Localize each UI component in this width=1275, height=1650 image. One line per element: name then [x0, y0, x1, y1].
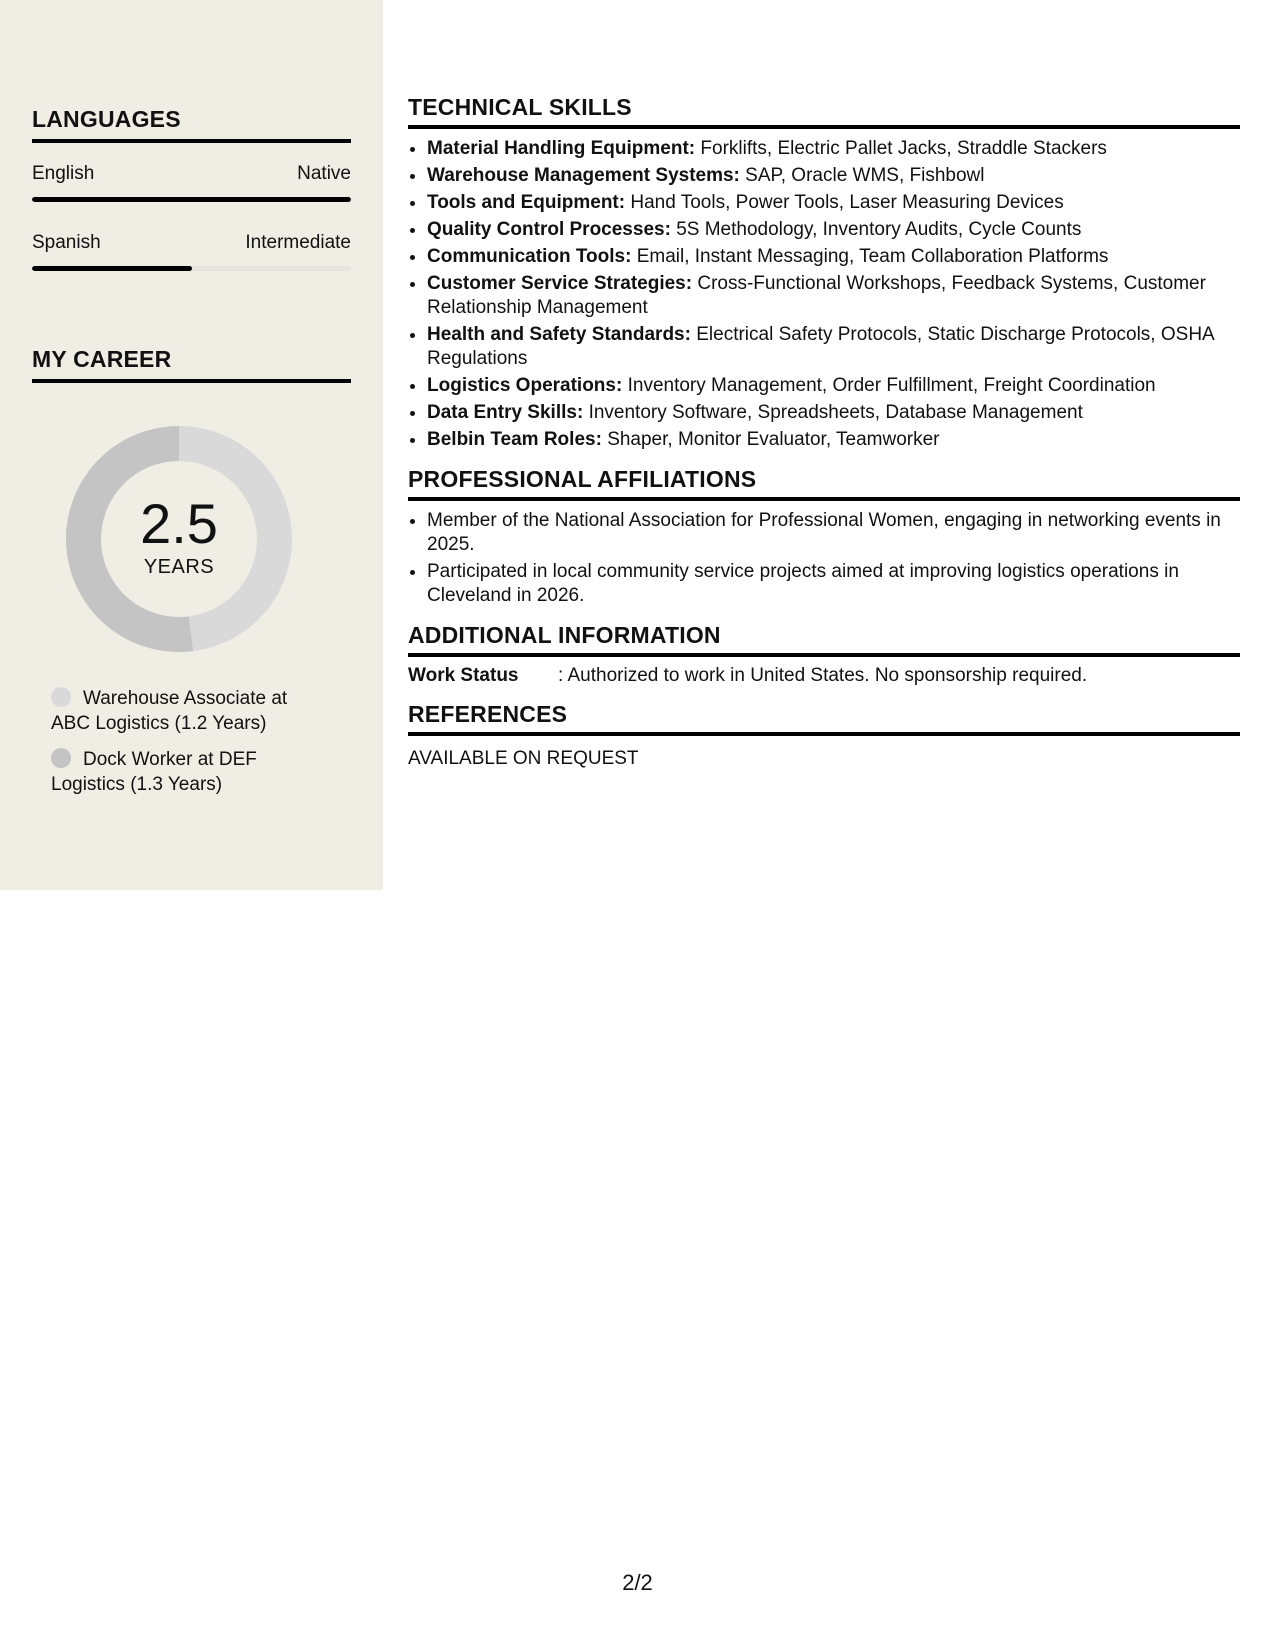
language-name: Spanish: [32, 232, 101, 253]
list-item: [427, 245, 1240, 269]
career-legend-item: [51, 747, 311, 797]
work-status-label: Work Status: [408, 665, 519, 686]
career-legend: [51, 686, 311, 808]
languages-heading: LANGUAGES: [32, 106, 351, 143]
skill-text: 5S Methodology, Inventory Audits, Cycle Counts: [676, 219, 1082, 240]
list-item: [427, 401, 1240, 425]
legend-dot-icon: [51, 687, 71, 707]
skill-label: Logistics Operations:: [427, 375, 623, 396]
skill-label: Communication Tools:: [427, 246, 632, 267]
technical-skills-list: [408, 137, 1240, 452]
page-number: 2/2: [622, 1570, 653, 1595]
language-proficiency-bar: [32, 197, 351, 202]
language-proficiency-fill: [32, 266, 192, 271]
language-level: Native: [297, 163, 351, 184]
additional-info-section: [408, 622, 1240, 687]
career-legend-item: [51, 686, 311, 736]
skill-label: Warehouse Management Systems:: [427, 165, 740, 186]
career-heading: MY CAREER: [32, 346, 351, 383]
references-section: [408, 701, 1240, 770]
list-item: [427, 218, 1240, 242]
affiliations-heading: PROFESSIONAL AFFILIATIONS: [408, 466, 1240, 501]
sidebar: [0, 0, 383, 890]
work-status-value: : Authorized to work in United States. No sponsorship required.: [558, 665, 1088, 686]
skill-text: Hand Tools, Power Tools, Laser Measuring Devices: [630, 192, 1064, 213]
career-total-unit: YEARS: [143, 555, 215, 578]
career-total-value: 2.5: [140, 491, 218, 555]
list-item: [427, 374, 1240, 398]
skill-label: Data Entry Skills:: [427, 402, 584, 423]
skill-label: Belbin Team Roles:: [427, 429, 602, 450]
list-item: • Participated in local community service projects aimed at improving logistics operations in Cleveland in 2026.: [427, 560, 1240, 608]
career-total: [66, 426, 292, 652]
references-text: AVAILABLE ON REQUEST: [408, 748, 639, 769]
skill-label: Health and Safety Standards:: [427, 324, 691, 345]
list-item: [427, 191, 1240, 215]
references-heading: REFERENCES: [408, 701, 1240, 736]
skill-text: Forklifts, Electric Pallet Jacks, Straddle Stackers: [700, 138, 1107, 159]
skill-text: Electrical Safety Protocols, Static Discharge Protocols, OSHA Regulations: [427, 324, 1214, 369]
career-legend-label: Dock Worker at DEF Logistics (1.3 Years): [51, 749, 257, 795]
list-item: • Member of the National Association for Professional Women, engaging in networking events in 2025.: [427, 509, 1240, 557]
skill-label: Customer Service Strategies:: [427, 273, 693, 294]
additional-info-heading: ADDITIONAL INFORMATION: [408, 622, 1240, 657]
list-item: [427, 164, 1240, 188]
language-proficiency-fill: [32, 197, 351, 202]
skill-label: Material Handling Equipment:: [427, 138, 696, 159]
skill-text: Cross-Functional Workshops, Feedback Systems, Customer Relationship Management: [427, 273, 1206, 318]
technical-skills-section: [408, 94, 1240, 452]
technical-skills-heading: TECHNICAL SKILLS: [408, 94, 1240, 129]
language-proficiency-bar: [32, 266, 351, 271]
language-name: English: [32, 163, 95, 184]
career-legend-label: Warehouse Associate at ABC Logistics (1.2 Years): [51, 688, 288, 734]
language-item: [32, 163, 351, 202]
skill-text: Shaper, Monitor Evaluator, Teamworker: [607, 429, 940, 450]
language-level: Intermediate: [245, 232, 351, 253]
list-item: [427, 137, 1240, 161]
skill-label: Tools and Equipment:: [427, 192, 626, 213]
skill-text: Email, Instant Messaging, Team Collaboration Platforms: [636, 246, 1109, 267]
career-section: [32, 346, 351, 383]
skill-text: SAP, Oracle WMS, Fishbowl: [745, 165, 985, 186]
main-content: [408, 94, 1240, 784]
affiliations-section: [408, 466, 1240, 608]
work-status-row: [408, 665, 1240, 687]
languages-section: [32, 106, 351, 271]
list-item: [427, 323, 1240, 371]
skill-text: Inventory Management, Order Fulfillment, Freight Coordination: [627, 375, 1156, 396]
career-donut-chart: [66, 426, 292, 652]
list-item: [427, 272, 1240, 320]
legend-dot-icon: [51, 748, 71, 768]
list-item: [427, 428, 1240, 452]
affiliations-list: [408, 509, 1240, 608]
skill-label: Quality Control Processes:: [427, 219, 671, 240]
skill-text: Inventory Software, Spreadsheets, Database Management: [588, 402, 1083, 423]
language-item: [32, 232, 351, 271]
